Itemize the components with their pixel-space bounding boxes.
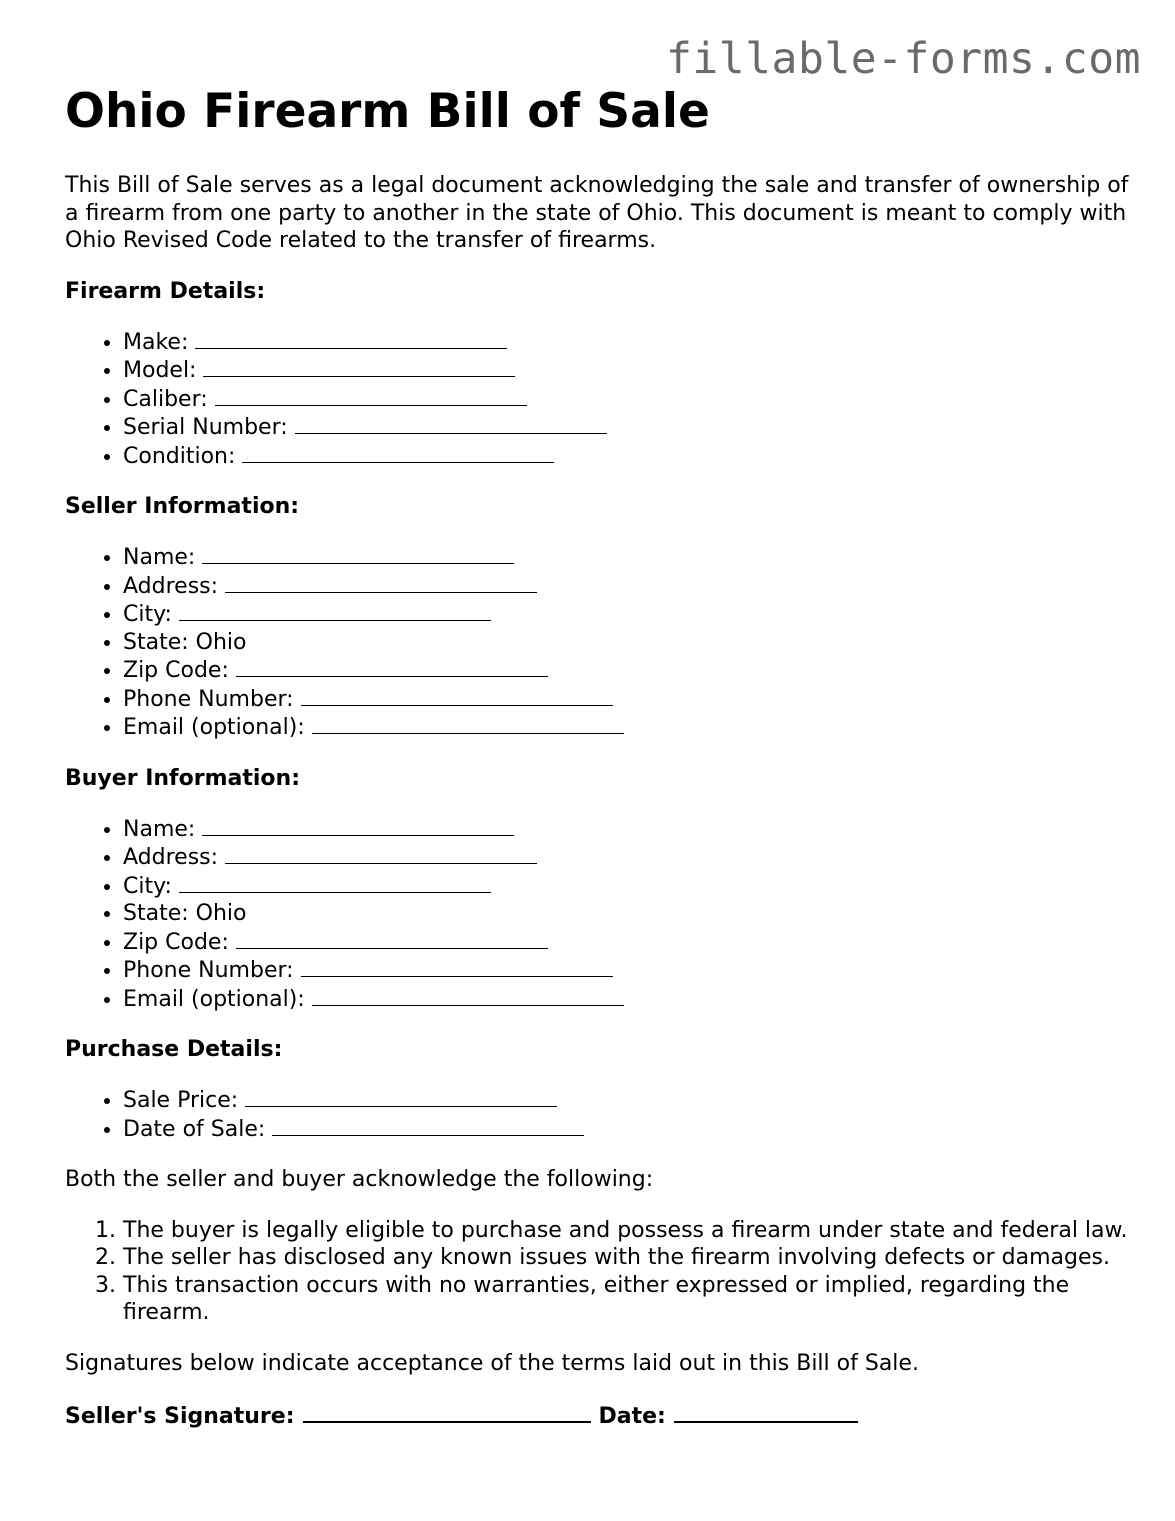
field-label: Date of Sale: — [123, 1116, 266, 1142]
seller-phone-input-line[interactable] — [301, 685, 613, 706]
document-page — [65, 86, 1135, 1430]
seller-email-input-line[interactable] — [312, 713, 624, 734]
buyer-name-item — [123, 815, 1135, 844]
buyer-information-list — [65, 815, 1135, 1014]
buyer-state-item — [123, 900, 1135, 928]
field-label: Caliber: — [123, 386, 208, 412]
buyer-information-heading: Buyer Information: — [65, 765, 300, 791]
field-label: Email (optional): — [123, 986, 305, 1012]
serial-number-input-line[interactable] — [295, 413, 607, 434]
field-label: Email (optional): — [123, 715, 305, 740]
field-label: City: — [123, 873, 172, 899]
field-label: Zip Code: — [123, 929, 229, 955]
field-label: Address: — [123, 845, 219, 870]
firearm-serial-item — [123, 413, 1135, 442]
firearm-details-heading: Firearm Details: — [65, 278, 266, 304]
purchase-details-list — [65, 1086, 1135, 1143]
acknowledgement-item: 1. The buyer is legally eligible to purchase and possess a firearm under state and federal law. — [123, 1217, 1135, 1245]
buyer-email-item — [123, 985, 1135, 1014]
seller-email-item — [123, 713, 1135, 742]
seller-name-item — [123, 543, 1135, 572]
buyer-phone-item — [123, 956, 1135, 985]
field-label: Address: — [123, 573, 219, 599]
buyer-city-input-line[interactable] — [179, 872, 491, 893]
seller-state-item — [123, 629, 1135, 657]
seller-signature-label: Seller's Signature: — [65, 1404, 295, 1429]
signature-date-label: Date: — [598, 1404, 666, 1429]
make-input-line[interactable] — [195, 328, 507, 349]
sale-price-item — [123, 1086, 1135, 1115]
model-input-line[interactable] — [203, 356, 515, 377]
buyer-address-item — [123, 843, 1135, 872]
signature-row — [65, 1401, 1135, 1430]
field-label: Phone Number: — [123, 958, 294, 983]
seller-city-item — [123, 600, 1135, 629]
buyer-zip-input-line[interactable] — [236, 928, 548, 949]
signature-note: Signatures below indicate acceptance of the terms laid out in this Bill of Sale. — [65, 1350, 919, 1376]
intro-paragraph: This Bill of Sale serves as a legal document acknowledging the sale and transfer of ownership of a firearm from one party to another in the state of Ohio. This document is meant to comply with Ohio Revised Code related to the transfer of firearms. — [65, 173, 1129, 253]
acknowledgement-item: 2. The seller has disclosed any known issues with the firearm involving defects or damages. — [123, 1244, 1135, 1272]
field-label: City: — [123, 602, 172, 627]
buyer-phone-input-line[interactable] — [301, 956, 613, 977]
purchase-details-heading: Purchase Details: — [65, 1037, 283, 1062]
seller-phone-item — [123, 685, 1135, 714]
acknowledgements-list — [65, 1217, 1135, 1327]
buyer-city-item — [123, 872, 1135, 901]
field-label: State: Ohio — [123, 629, 247, 655]
buyer-address-input-line[interactable] — [225, 843, 537, 864]
firearm-caliber-item — [123, 385, 1135, 414]
field-label: Name: — [123, 545, 196, 570]
firearm-condition-item — [123, 442, 1135, 471]
page-title: Ohio Firearm Bill of Sale — [65, 84, 710, 139]
field-label: State: Ohio — [123, 901, 247, 926]
watermark: fillable-forms.com — [666, 34, 1141, 84]
seller-signature-line[interactable] — [303, 1401, 591, 1423]
firearm-model-item — [123, 356, 1135, 385]
seller-address-item — [123, 572, 1135, 601]
field-label: Serial Number: — [123, 415, 288, 440]
buyer-zip-item — [123, 928, 1135, 957]
buyer-name-input-line[interactable] — [202, 815, 514, 836]
acknowledge-intro: Both the seller and buyer acknowledge the following: — [65, 1167, 654, 1192]
field-label: Zip Code: — [123, 658, 229, 683]
signature-date-line[interactable] — [674, 1401, 858, 1423]
field-label: Phone Number: — [123, 686, 294, 712]
acknowledgement-item: 3. This transaction occurs with no warranties, either expressed or implied, regarding the firearm. — [123, 1272, 1135, 1327]
seller-zip-input-line[interactable] — [236, 656, 548, 677]
seller-information-heading: Seller Information: — [65, 494, 300, 519]
sale-price-input-line[interactable] — [245, 1086, 557, 1107]
date-of-sale-input-line[interactable] — [272, 1115, 584, 1136]
seller-information-list — [65, 543, 1135, 742]
seller-address-input-line[interactable] — [225, 572, 537, 593]
date-of-sale-item — [123, 1115, 1135, 1144]
condition-input-line[interactable] — [242, 442, 554, 463]
field-label: Sale Price: — [123, 1088, 239, 1113]
field-label: Condition: — [123, 443, 236, 469]
buyer-email-input-line[interactable] — [312, 985, 624, 1006]
seller-name-input-line[interactable] — [202, 543, 514, 564]
seller-zip-item — [123, 656, 1135, 685]
field-label: Make: — [123, 329, 189, 355]
field-label: Name: — [123, 816, 196, 842]
seller-city-input-line[interactable] — [179, 600, 491, 621]
field-label: Model: — [123, 358, 197, 383]
firearm-details-list — [65, 328, 1135, 471]
firearm-make-item — [123, 328, 1135, 357]
caliber-input-line[interactable] — [215, 385, 527, 406]
